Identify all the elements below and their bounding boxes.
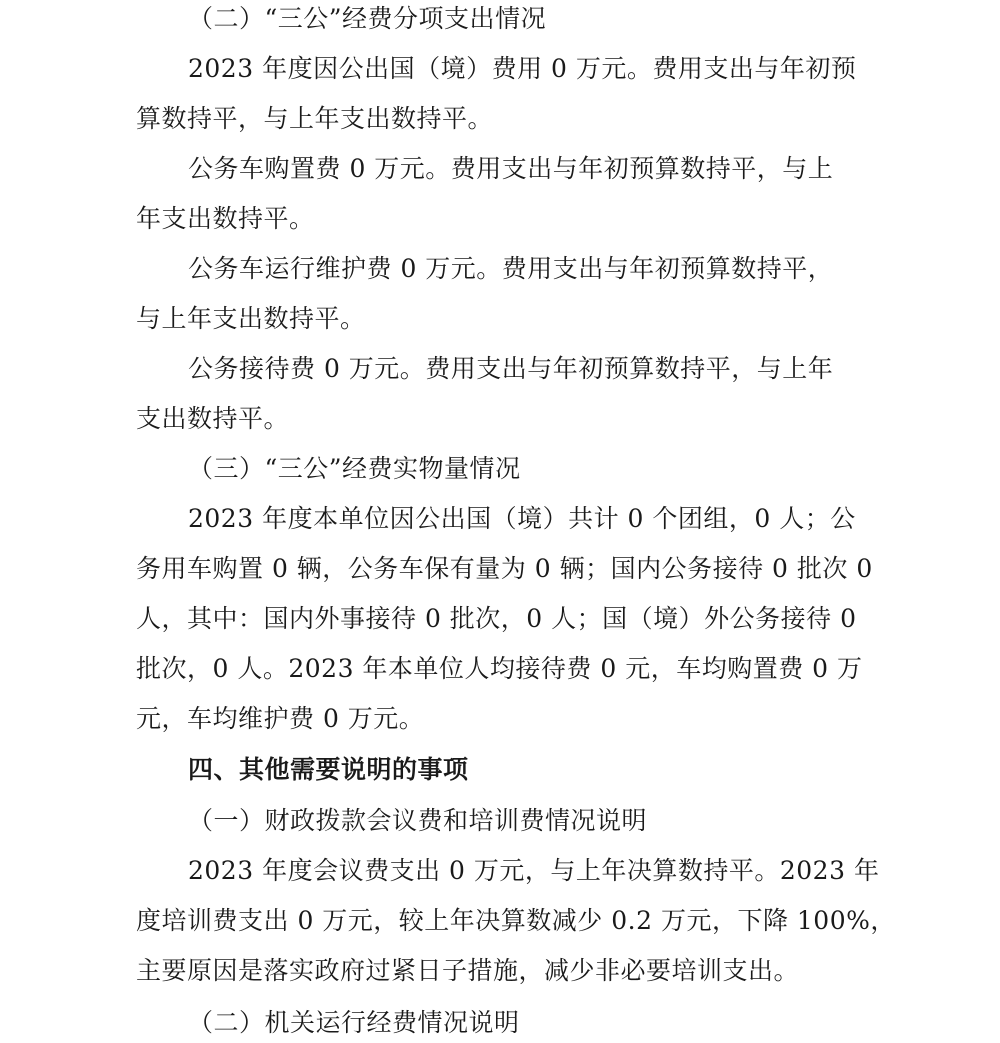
paragraph-line: 主要原因是落实政府过紧日子措施，减少非必要培训支出。 (136, 956, 800, 985)
subheading-three-public-physical: （三）“三公”经费实物量情况 (188, 454, 521, 483)
paragraph-line: 务用车购置 0 辆，公务车保有量为 0 辆；国内公务接待 0 批次 0 (136, 554, 873, 583)
paragraph-line: 支出数持平。 (136, 404, 290, 433)
paragraph-line: 元，车均维护费 0 万元。 (136, 704, 425, 733)
paragraph-line: 2023 年度本单位因公出国（境）共计 0 个团组，0 人；公 (188, 504, 856, 533)
subheading-three-public-itemized: （二）“三公”经费分项支出情况 (188, 4, 547, 33)
paragraph-line: 2023 年度会议费支出 0 万元，与上年决算数持平。2023 年 (188, 856, 880, 885)
paragraph-line: 批次，0 人。2023 年本单位人均接待费 0 元，车均购置费 0 万 (136, 654, 863, 683)
subheading-meeting-training: （一）财政拨款会议费和培训费情况说明 (188, 806, 648, 835)
section-heading-other-matters: 四、其他需要说明的事项 (188, 755, 469, 784)
paragraph-line: 度培训费支出 0 万元，较上年决算数减少 0.2 万元，下降 100%， (136, 906, 896, 935)
paragraph-line: 算数持平，与上年支出数持平。 (136, 104, 494, 133)
paragraph-line: 人，其中：国内外事接待 0 批次，0 人；国（境）外公务接待 0 (136, 604, 857, 633)
paragraph-line: 公务车购置费 0 万元。费用支出与年初预算数持平，与上 (188, 154, 834, 183)
subheading-agency-operating: （二）机关运行经费情况说明 (188, 1008, 520, 1037)
paragraph-line: 2023 年度因公出国（境）费用 0 万元。费用支出与年初预 (188, 54, 857, 83)
paragraph-line: 年支出数持平。 (136, 204, 315, 233)
paragraph-line: 公务接待费 0 万元。费用支出与年初预算数持平，与上年 (188, 354, 834, 383)
paragraph-line: 与上年支出数持平。 (136, 304, 366, 333)
paragraph-line: 公务车运行维护费 0 万元。费用支出与年初预算数持平， (188, 254, 834, 283)
